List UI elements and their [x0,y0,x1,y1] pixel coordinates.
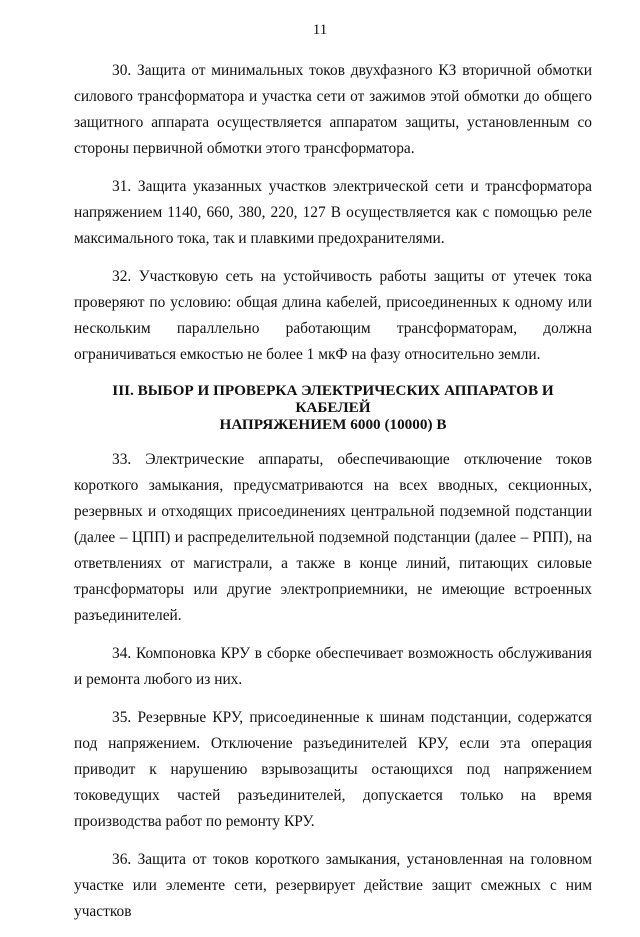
paragraph-32: 32. Участковую сеть на устойчивость работы защиты от утечек тока проверяют по условию: общая длина кабелей, присоединенных к одному или нескольким параллельно работающим трансформаторам, должна ограничиваться емкостью не более 1 мкФ на фазу относительно земли. [74,268,592,363]
section-heading [74,382,592,433]
document-body [74,58,592,937]
paragraph-33: 33. Электрические аппараты, обеспечивающие отключение токов короткого замыкания, предусматриваются на всех вводных, секционных, резервных и отходящих присоединениях центральной подземной подстанции (далее – ЦПП) и распределительной подземной подстанции (далее – РПП), на ответвлениях от магистрали, а также в конце линий, питающих силовые трансформаторы или другие электроприемники, не имеющие встроенных разъединителей. [74,451,592,624]
paragraph-35: 35. Резервные КРУ, присоединенные к шинам подстанции, содержатся под напряжением. Отключение разъединителей КРУ, если эта операция приводит к нарушению взрывозащиты остающихся под напряжением токоведущих частей разъединителей, допускается только на время производства работ по ремонту КРУ. [74,709,592,830]
section-heading-line-2: НАПРЯЖЕНИЕМ 6000 (10000) В [219,416,447,433]
paragraph-30: 30. Защита от минимальных токов двухфазного КЗ вторичной обмотки силового трансформатора и участка сети от зажимов этой обмотки до общего защитного аппарата осуществляется аппаратом защиты, установленным со стороны первичной обмотки этого трансформатора. [74,62,592,157]
paragraph-36: 36. Защита от токов короткого замыкания, установленная на головном участке или элементе сети, резервирует действие защит смежных с ним участков [74,851,592,920]
section-heading-line-1: III. ВЫБОР И ПРОВЕРКА ЭЛЕКТРИЧЕСКИХ АППАРАТОВ И КАБЕЛЕЙ [112,382,554,416]
paragraph-34: 34. Компоновка КРУ в сборке обеспечивает возможность обслуживания и ремонта любого из них. [74,645,592,688]
paragraph-31: 31. Защита указанных участков электрической сети и трансформатора напряжением 1140, 660, 380, 220, 127 В осуществляется как с помощью реле максимального тока, так и плавкими предохранителями. [74,178,592,247]
page-number: 11 [312,22,328,38]
